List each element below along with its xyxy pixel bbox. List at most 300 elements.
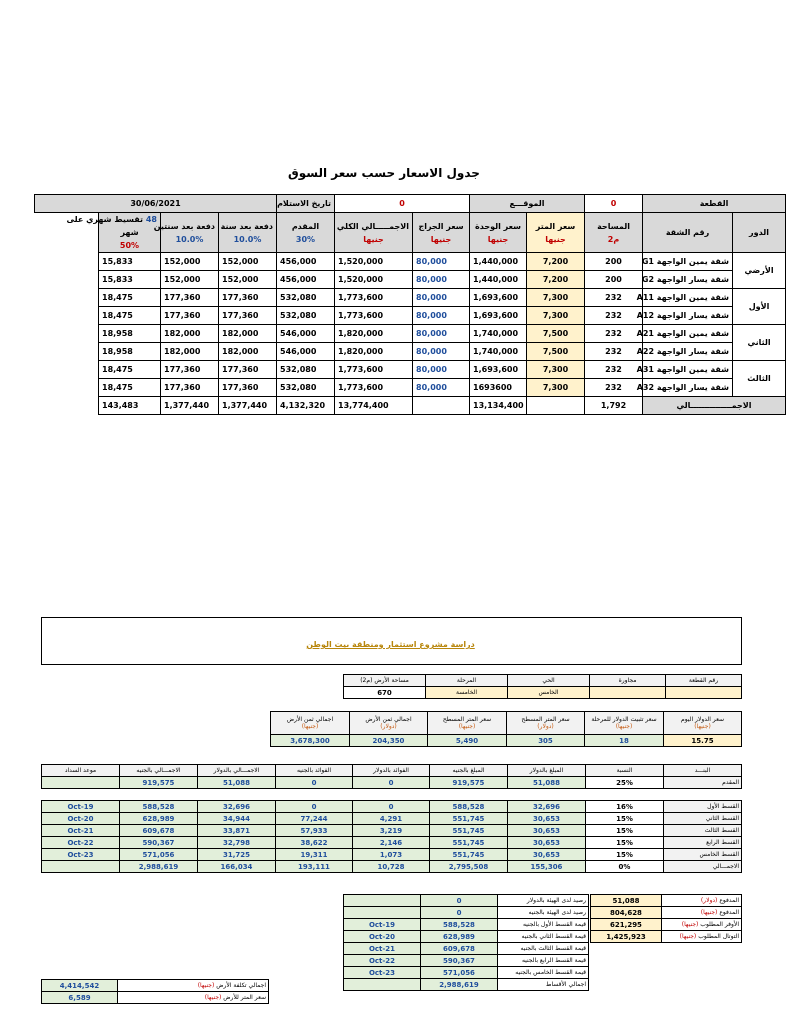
cell-tot-usd: 32,798 xyxy=(198,837,276,849)
table-row xyxy=(35,289,786,307)
months-count: 48 xyxy=(145,215,157,224)
land-usd-label: اجمالي ثمن الأرض (دولار) xyxy=(350,712,428,735)
balance-date xyxy=(344,979,421,991)
cell-int-egp: 19,311 xyxy=(276,849,353,861)
cell-usd: 30,653 xyxy=(508,837,586,849)
land-area-value: 670 xyxy=(344,687,426,699)
col-unit-price xyxy=(470,213,527,253)
cell-pct: 0% xyxy=(586,861,664,873)
schedule-header-int-usd: الفوائد بالدولار xyxy=(353,765,430,777)
flat-meter-egp-label: سعر المتر المسطح (جنيها) xyxy=(428,712,507,735)
unit-name: شقة يمين الواجهة A11 xyxy=(643,289,733,307)
cell-item: المقدم xyxy=(664,777,742,789)
monthly-cell: 15,833 xyxy=(99,253,161,271)
balance-date: Oct-22 xyxy=(344,955,421,967)
paid-value: 1,425,923 xyxy=(591,931,662,943)
area-cell: 232 xyxy=(585,361,643,379)
header-text: سعر الجراج xyxy=(418,221,464,231)
cell-due xyxy=(42,861,120,873)
land-usd-value: 204,350 xyxy=(350,735,428,747)
cell-item: القسط الرابع xyxy=(664,837,742,849)
totals-after-year: 1,377,440 xyxy=(219,397,277,415)
unit-price-cell: 1,693,600 xyxy=(470,289,527,307)
balance-label: قيمة القسط الثالث بالجنيه xyxy=(498,943,589,955)
monthly-cell: 18,475 xyxy=(99,361,161,379)
meter-price-cell: 7,500 xyxy=(527,325,585,343)
down-cell: 456,000 xyxy=(277,253,335,271)
cell-due: Oct-19 xyxy=(42,801,120,813)
paid-row xyxy=(591,931,742,943)
plot-label: القطعة xyxy=(643,195,786,213)
after-year-cell: 177,360 xyxy=(219,289,277,307)
down-payment-table xyxy=(41,764,742,789)
down-cell: 532,080 xyxy=(277,361,335,379)
garage-price-cell: 80,000 xyxy=(413,289,470,307)
months-text xyxy=(66,213,157,226)
table-row xyxy=(35,379,786,397)
meter-price-cell: 7,300 xyxy=(527,361,585,379)
meter-price-cell: 7,200 xyxy=(527,271,585,289)
land-area-label: مساحة الأرض (م2) xyxy=(344,675,426,687)
unit-price-cell: 1,740,000 xyxy=(470,343,527,361)
total-cell: 1,520,000 xyxy=(335,271,413,289)
cell-egp: 551,745 xyxy=(430,813,508,825)
installment-row xyxy=(42,837,742,849)
header-text: دفعة بعد سنتين xyxy=(153,221,215,231)
col-after-two xyxy=(153,213,219,253)
meter-price-cell: 7,500 xyxy=(527,343,585,361)
balance-row xyxy=(344,919,589,931)
cell-tot-usd: 166,034 xyxy=(198,861,276,873)
table-row xyxy=(35,361,786,379)
schedule-header-item: البنـــد xyxy=(664,765,742,777)
cell-item: القسط الخامس xyxy=(664,849,742,861)
balance-row xyxy=(344,979,589,991)
floor-name: الثاني xyxy=(733,325,786,361)
installment-row xyxy=(42,777,742,789)
header-text: الاجمـــــالي الكلي xyxy=(336,221,410,231)
totals-label: الاجمـــــــــــــــالي xyxy=(643,397,786,415)
cell-int-usd: 0 xyxy=(353,801,430,813)
balance-label: رصيد لدى الهيئة بالجنيه xyxy=(498,907,589,919)
cell-due: Oct-21 xyxy=(42,825,120,837)
paid-unit: (جنيها) xyxy=(679,933,697,940)
col-garage-price xyxy=(413,213,470,253)
cell-pct: 15% xyxy=(586,837,664,849)
cell-tot-egp: 590,367 xyxy=(120,837,198,849)
totals-after-two: 1,377,440 xyxy=(161,397,219,415)
cell-due: Oct-23 xyxy=(42,849,120,861)
unit-price-cell: 1693600 xyxy=(470,379,527,397)
balance-row xyxy=(344,955,589,967)
paid-label xyxy=(662,919,742,931)
paid-row xyxy=(591,919,742,931)
cell-usd: 30,653 xyxy=(508,825,586,837)
after-two-cell: 182,000 xyxy=(161,325,219,343)
paid-unit: (جنيها) xyxy=(700,909,718,916)
cell-int-usd: 10,728 xyxy=(353,861,430,873)
paid-value: 621,295 xyxy=(591,919,662,931)
garage-price-cell: 80,000 xyxy=(413,343,470,361)
after-two-cell: 177,360 xyxy=(161,289,219,307)
balance-date: Oct-20 xyxy=(344,931,421,943)
header-text: جنيها xyxy=(487,234,509,244)
header-text: المقدم xyxy=(291,221,320,231)
cell-pct: 25% xyxy=(586,777,664,789)
after-year-cell: 177,360 xyxy=(219,379,277,397)
header-text: 10.0% xyxy=(233,234,262,244)
schedule-header-row xyxy=(42,765,742,777)
header-text: جنيها xyxy=(363,234,384,244)
floor-name: الأرضي xyxy=(733,253,786,289)
usd-fixed-value: 18 xyxy=(585,735,664,747)
usd-today-label: سعر الدولار اليوم (جنيها) xyxy=(664,712,742,735)
balance-value: 2,988,619 xyxy=(421,979,498,991)
unit-name: شقة يمين الواجهة A31 xyxy=(643,361,733,379)
area-cell: 232 xyxy=(585,289,643,307)
paid-row xyxy=(591,895,742,907)
garage-price-cell: 80,000 xyxy=(413,325,470,343)
usd-fixed-label: سعر تثبيت الدولار للمرحلة (جنيها) xyxy=(585,712,664,735)
installments-table xyxy=(41,800,742,873)
table-row xyxy=(35,343,786,361)
cell-egp: 551,745 xyxy=(430,849,508,861)
unit-name: شقة يمين الواجهة G1 xyxy=(643,253,733,271)
after-two-cell: 152,000 xyxy=(161,253,219,271)
col-after-year xyxy=(219,213,277,253)
cell-item: القسط الثاني xyxy=(664,813,742,825)
paid-value: 51,088 xyxy=(591,895,662,907)
col-total xyxy=(335,213,413,253)
unit-name: شقة يمين الواجهة A21 xyxy=(643,325,733,343)
table-row xyxy=(35,325,786,343)
schedule-header-pct: النسبة xyxy=(586,765,664,777)
cell-int-usd: 0 xyxy=(353,777,430,789)
header-text: 10.0% xyxy=(175,234,204,244)
totals-total: 13,774,400 xyxy=(335,397,413,415)
paid-summary-table xyxy=(590,894,742,943)
balance-label: قيمة القسط الثاني بالجنيه xyxy=(498,931,589,943)
after-year-cell: 182,000 xyxy=(219,325,277,343)
area-cell: 232 xyxy=(585,343,643,361)
header-text: 50% xyxy=(119,241,140,250)
cell-due: Oct-22 xyxy=(42,837,120,849)
total-cell: 1,820,000 xyxy=(335,325,413,343)
cell-pct: 15% xyxy=(586,825,664,837)
schedule-header-usd: المبلغ بالدولار xyxy=(508,765,586,777)
paid-unit: (جنيها) xyxy=(681,921,699,928)
balance-row xyxy=(344,931,589,943)
garage-price-cell: 80,000 xyxy=(413,271,470,289)
schedule-header-due: موعد السداد xyxy=(42,765,120,777)
header-text: 30% xyxy=(295,234,316,244)
total-cell: 1,773,600 xyxy=(335,307,413,325)
header-text: شهر xyxy=(120,228,139,237)
totals-monthly: 143,483 xyxy=(99,397,161,415)
header-text: الدور xyxy=(749,228,769,237)
down-cell: 546,000 xyxy=(277,343,335,361)
balance-row xyxy=(344,907,589,919)
flat-meter-usd-value: 305 xyxy=(507,735,585,747)
cell-egp: 551,745 xyxy=(430,825,508,837)
balance-value: 0 xyxy=(421,895,498,907)
balance-date xyxy=(344,895,421,907)
meter-price-cell: 7,200 xyxy=(527,253,585,271)
schedule-header-tot-usd: الاجمـــالي بالدولار xyxy=(198,765,276,777)
monthly-cell: 18,958 xyxy=(99,325,161,343)
totals-garage xyxy=(413,397,470,415)
meter-price-cell: 7,300 xyxy=(527,379,585,397)
project-info-table xyxy=(343,674,742,699)
garage-price-cell: 80,000 xyxy=(413,361,470,379)
meter-price-cell: 7,300 xyxy=(527,307,585,325)
district-value: الخامس xyxy=(508,687,590,699)
cell-tot-usd: 51,088 xyxy=(198,777,276,789)
location-value: 0 xyxy=(335,195,470,213)
balance-row xyxy=(344,943,589,955)
balances-table xyxy=(343,894,589,991)
col-monthly xyxy=(66,213,161,253)
cell-int-egp: 38,622 xyxy=(276,837,353,849)
paid-label-text: المدفوع xyxy=(719,897,739,904)
down-cell: 546,000 xyxy=(277,325,335,343)
balance-label: قيمة القسط الرابع بالجنيه xyxy=(498,955,589,967)
totals-unit-price: 13,134,400 xyxy=(470,397,527,415)
schedule-header-int-egp: الفوائد بالجنيه xyxy=(276,765,353,777)
meter-cost-value: 6,589 xyxy=(42,992,118,1004)
unit-name: شقة يسار الواجهة A22 xyxy=(643,343,733,361)
cell-pct: 15% xyxy=(586,849,664,861)
cell-int-egp: 193,111 xyxy=(276,861,353,873)
flat-meter-usd-label: سعر المتر المسطح (دولار) xyxy=(507,712,585,735)
area-cell: 232 xyxy=(585,307,643,325)
usd-today-value: 15.75 xyxy=(664,735,742,747)
cell-egp: 588,528 xyxy=(430,801,508,813)
total-cell: 1,773,600 xyxy=(335,289,413,307)
balance-date xyxy=(344,907,421,919)
cell-tot-egp: 571,056 xyxy=(120,849,198,861)
balance-date: Oct-21 xyxy=(344,943,421,955)
total-cell: 1,520,000 xyxy=(335,253,413,271)
after-year-cell: 177,360 xyxy=(219,307,277,325)
floor-name: الأول xyxy=(733,289,786,325)
garage-price-cell: 80,000 xyxy=(413,379,470,397)
paid-label xyxy=(662,907,742,919)
installments-total-row xyxy=(42,861,742,873)
monthly-cell: 15,833 xyxy=(99,271,161,289)
balance-value: 609,678 xyxy=(421,943,498,955)
area-cell: 200 xyxy=(585,253,643,271)
land-cost-label: اجمالي تكلفة الأرض (جنيها) xyxy=(118,980,269,992)
cell-pct: 16% xyxy=(586,801,664,813)
col-area xyxy=(585,213,643,253)
cell-int-usd: 4,291 xyxy=(353,813,430,825)
cell-int-egp: 77,244 xyxy=(276,813,353,825)
header-text: سعر الوحدة xyxy=(475,221,522,231)
header-text: رقم الشقة xyxy=(665,228,710,237)
after-two-cell: 177,360 xyxy=(161,361,219,379)
cell-tot-usd: 31,725 xyxy=(198,849,276,861)
cell-egp: 2,795,508 xyxy=(430,861,508,873)
receipt-date: 30/06/2021 xyxy=(35,195,277,213)
total-cell: 1,820,000 xyxy=(335,343,413,361)
schedule-header-egp: المبلغ بالجنيه xyxy=(430,765,508,777)
installment-row xyxy=(42,849,742,861)
floor-name: الثالث xyxy=(733,361,786,397)
after-year-cell: 182,000 xyxy=(219,343,277,361)
receipt-date-label: تاريخ الاستلام xyxy=(277,195,335,213)
plot-no-label: رقم القطعة xyxy=(666,675,742,687)
cell-usd: 32,696 xyxy=(508,801,586,813)
unit-name: شقة يسار الواجهة A32 xyxy=(643,379,733,397)
garage-price-cell: 80,000 xyxy=(413,253,470,271)
neighbor-value xyxy=(590,687,666,699)
cell-usd: 51,088 xyxy=(508,777,586,789)
cell-usd: 155,306 xyxy=(508,861,586,873)
cell-int-usd: 2,146 xyxy=(353,837,430,849)
unit-price-cell: 1,693,600 xyxy=(470,361,527,379)
balance-label: رصيد لدى الهيئة بالدولار xyxy=(498,895,589,907)
cell-usd: 30,653 xyxy=(508,813,586,825)
flat-meter-egp-value: 5,490 xyxy=(428,735,507,747)
table-row xyxy=(35,253,786,271)
down-cell: 456,000 xyxy=(277,271,335,289)
land-cost-table xyxy=(41,979,269,1004)
paid-label xyxy=(662,895,742,907)
unit-name: شقة يسار الواجهة G2 xyxy=(643,271,733,289)
col-unit xyxy=(643,213,733,253)
after-year-cell: 177,360 xyxy=(219,361,277,379)
balance-row xyxy=(344,895,589,907)
totals-area: 1,792 xyxy=(585,397,643,415)
down-cell: 532,080 xyxy=(277,289,335,307)
table-row xyxy=(35,271,786,289)
paid-row xyxy=(591,907,742,919)
meter-price-cell: 7,300 xyxy=(527,289,585,307)
balance-value: 628,989 xyxy=(421,931,498,943)
total-cell: 1,773,600 xyxy=(335,379,413,397)
balance-label: قيمة القسط الخامس بالجنيه xyxy=(498,967,589,979)
header-text: م2 xyxy=(607,234,620,244)
paid-label-text: الأوفر المطلوب xyxy=(700,921,739,928)
plot-value: 0 xyxy=(585,195,643,213)
cell-tot-egp: 609,678 xyxy=(120,825,198,837)
land-egp-value: 3,678,300 xyxy=(271,735,350,747)
monthly-label: تقسيط شهري على xyxy=(66,215,144,224)
installment-row xyxy=(42,801,742,813)
cell-item: القسط الأول xyxy=(664,801,742,813)
after-year-cell: 152,000 xyxy=(219,253,277,271)
header-text: سعر المتر xyxy=(535,221,576,231)
cell-tot-usd: 32,696 xyxy=(198,801,276,813)
header-text: جنيها xyxy=(430,234,452,244)
paid-unit: (دولار) xyxy=(700,897,718,904)
balance-row xyxy=(344,967,589,979)
cell-int-egp: 57,933 xyxy=(276,825,353,837)
cell-tot-egp: 628,989 xyxy=(120,813,198,825)
header-text: المساحة xyxy=(597,221,630,231)
table-row xyxy=(35,307,786,325)
cell-item: الاجمـــالي xyxy=(664,861,742,873)
plot-no-value xyxy=(666,687,742,699)
totals-down: 4,132,320 xyxy=(277,397,335,415)
cell-tot-egp: 2,988,619 xyxy=(120,861,198,873)
cell-int-egp: 0 xyxy=(276,777,353,789)
cell-egp: 551,745 xyxy=(430,837,508,849)
paid-label-text: التوتال المطلوب xyxy=(698,933,739,940)
monthly-cell: 18,475 xyxy=(99,307,161,325)
balance-value: 590,367 xyxy=(421,955,498,967)
monthly-cell: 18,475 xyxy=(99,289,161,307)
price-table xyxy=(34,194,786,415)
balance-label: قيمة القسط الأول بالجنيه xyxy=(498,919,589,931)
installment-row xyxy=(42,825,742,837)
total-cell: 1,773,600 xyxy=(335,361,413,379)
cell-usd: 30,653 xyxy=(508,849,586,861)
col-meter-price xyxy=(527,213,585,253)
cell-tot-usd: 33,871 xyxy=(198,825,276,837)
phase-value: الخامسة xyxy=(426,687,508,699)
monthly-cell: 18,958 xyxy=(99,343,161,361)
cell-int-egp: 0 xyxy=(276,801,353,813)
unit-price-cell: 1,693,600 xyxy=(470,307,527,325)
after-two-cell: 177,360 xyxy=(161,379,219,397)
unit-price-cell: 1,440,000 xyxy=(470,253,527,271)
monthly-cell: 18,475 xyxy=(99,379,161,397)
header-text: جنيها xyxy=(545,234,566,244)
neighbor-label: مجاورة xyxy=(590,675,666,687)
unit-name: شقة يسار الواجهة A12 xyxy=(643,307,733,325)
cell-due: Oct-20 xyxy=(42,813,120,825)
cell-int-usd: 1,073 xyxy=(353,849,430,861)
phase-label: المرحلة xyxy=(426,675,508,687)
after-two-cell: 152,000 xyxy=(161,271,219,289)
totals-meter xyxy=(527,397,585,415)
balance-date: Oct-23 xyxy=(344,967,421,979)
cell-tot-egp: 588,528 xyxy=(120,801,198,813)
after-two-cell: 182,000 xyxy=(161,343,219,361)
garage-price-cell: 80,000 xyxy=(413,307,470,325)
cell-egp: 919,575 xyxy=(430,777,508,789)
area-cell: 232 xyxy=(585,325,643,343)
header-text: دفعة بعد سنة xyxy=(220,221,273,231)
paid-label-text: المدفوع xyxy=(719,909,739,916)
down-cell: 532,080 xyxy=(277,379,335,397)
balance-date: Oct-19 xyxy=(344,919,421,931)
meter-cost-label: سعر المتر للأرض (جنيها) xyxy=(118,992,269,1004)
paid-value: 804,628 xyxy=(591,907,662,919)
unit-price-cell: 1,740,000 xyxy=(470,325,527,343)
location-label: الموقـــع xyxy=(470,195,585,213)
paid-label xyxy=(662,931,742,943)
cell-int-usd: 3,219 xyxy=(353,825,430,837)
land-cost-value: 4,414,542 xyxy=(42,980,118,992)
balance-value: 588,528 xyxy=(421,919,498,931)
after-year-cell: 152,000 xyxy=(219,271,277,289)
balance-label: اجمالي الأقساط xyxy=(498,979,589,991)
schedule-header-tot-egp: الاجمـــالي بالجنيه xyxy=(120,765,198,777)
project-title: دراسة مشروع استثمار ومنطقة بيت الوطن xyxy=(306,640,475,649)
cell-pct: 15% xyxy=(586,813,664,825)
area-cell: 200 xyxy=(585,271,643,289)
after-two-cell: 177,360 xyxy=(161,307,219,325)
col-down xyxy=(277,213,335,253)
cell-tot-usd: 34,944 xyxy=(198,813,276,825)
cell-item: القسط الثالث xyxy=(664,825,742,837)
land-egp-label: اجمالي ثمن الأرض (جنيها) xyxy=(271,712,350,735)
unit-price-cell: 1,440,000 xyxy=(470,271,527,289)
col-floor xyxy=(733,213,786,253)
